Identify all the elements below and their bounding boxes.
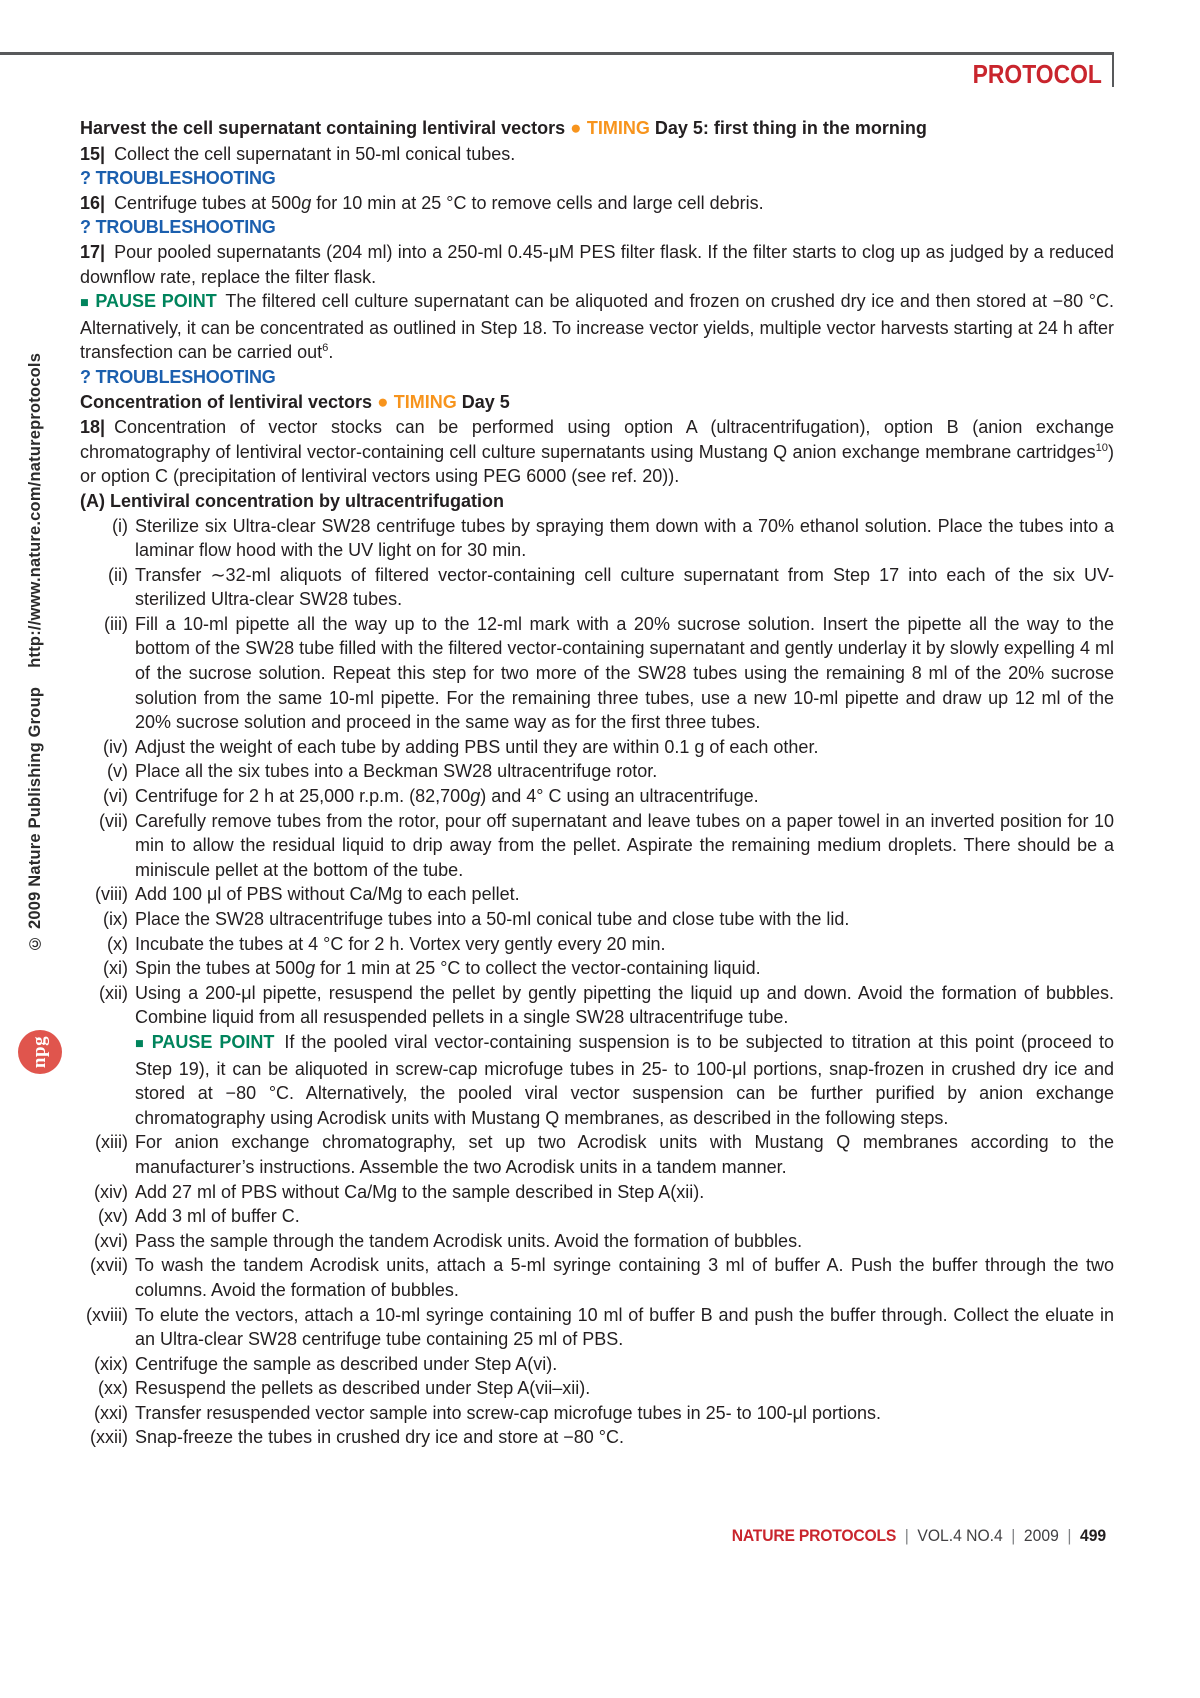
pause-point-label: PAUSE POINT (95, 291, 223, 312)
timing-label: TIMING (586, 118, 655, 138)
substep-text (135, 956, 1114, 981)
text-segment: for 10 min at 25 °C to remove cells and large cell debris. (311, 192, 764, 213)
substep-text (135, 1204, 1114, 1229)
pause-point (80, 289, 1114, 365)
substep-label: (v) (107, 761, 128, 782)
substep-body (135, 563, 1114, 612)
substep-body (135, 907, 1114, 932)
footer-separator: | (1067, 1527, 1072, 1545)
substep-text (135, 514, 1114, 563)
substep (80, 784, 1114, 809)
text-segment: Pour pooled supernatants (204 ml) into a 250-ml 0.45-μM PES filter flask. If the filter starts to clog up as judged by a reduced downflow rate, replace the filter flask. (80, 241, 1114, 287)
substep-text (135, 1401, 1114, 1426)
text-segment: Add 27 ml of PBS without Ca/Mg to the sample described in Step A(xii). (135, 1181, 705, 1202)
step-number: 18| (80, 417, 106, 438)
timing-text: Day 5: first thing in the morning (654, 118, 927, 138)
text-segment: for 1 min at 25 °C to collect the vector-containing liquid. (315, 958, 761, 979)
substep-label: (xiv) (94, 1181, 128, 1202)
protocol-step (80, 142, 1114, 167)
text-segment: Using a 200-μl pipette, resuspend the pellet by gently pipetting the liquid up and down. Avoid the formation of bubbles. Combine liquid from all resuspended pellets in a single SW28 ultracentrifuge tube. (135, 982, 1114, 1028)
substep (80, 1229, 1114, 1254)
text-segment: Transfer resuspended vector sample into screw-cap microfuge tubes in 25- to 100-μl portions. (135, 1402, 882, 1423)
substep-label: (xvii) (90, 1255, 128, 1276)
substep (80, 735, 1114, 760)
substep-text (135, 1352, 1114, 1377)
substep (80, 1401, 1114, 1426)
substep-text (135, 1425, 1114, 1450)
substep-body (135, 1253, 1114, 1302)
substep-body (135, 1376, 1114, 1401)
year: 2009 (1023, 1527, 1059, 1545)
substep-text (135, 612, 1114, 735)
step-number: 16| (80, 192, 106, 213)
substep (80, 809, 1114, 883)
substep-text (135, 981, 1114, 1030)
substep (80, 981, 1114, 1131)
text-segment: Adjust the weight of each tube by adding PBS until they are within 0.1 g of each other. (135, 736, 819, 757)
text-segment: Add 100 μl of PBS without Ca/Mg to each pellet. (135, 884, 520, 905)
footer-separator: | (904, 1527, 909, 1545)
volume-info: VOL.4 NO.4 (917, 1527, 1003, 1545)
substep-label: (xxii) (90, 1427, 128, 1448)
section-heading (80, 116, 1114, 142)
substep-text (135, 735, 1114, 760)
substep-text (135, 1253, 1114, 1302)
substep-text (135, 1303, 1114, 1352)
pause-square-icon: ■ (135, 1035, 146, 1052)
page-type-label: PROTOCOL (972, 59, 1102, 89)
section-heading (80, 390, 1114, 416)
pause-point (135, 1030, 1114, 1130)
substep-label: (xx) (98, 1378, 128, 1399)
substep-label: (viii) (95, 884, 128, 905)
text-segment: g (305, 958, 316, 979)
substep (80, 932, 1114, 957)
text-segment: g (470, 786, 481, 807)
substep-text (135, 907, 1114, 932)
step-number: 15| (80, 143, 106, 164)
substep-body (135, 784, 1114, 809)
substep-body (135, 759, 1114, 784)
text-segment: ) and 4° C using an ultracentrifuge. (480, 786, 759, 807)
substep-body (135, 1303, 1114, 1352)
protocol-step (80, 415, 1114, 489)
troubleshooting-label: ? TROUBLESHOOTING (80, 168, 276, 189)
substep-label: (xxi) (94, 1402, 128, 1423)
substep (80, 1253, 1114, 1302)
text-segment: Pass the sample through the tandem Acrodisk units. Avoid the formation of bubbles. (135, 1230, 803, 1251)
substep-label: (xi) (103, 958, 128, 979)
text-segment: Spin the tubes at 500 (135, 958, 306, 979)
pause-point-label: PAUSE POINT (151, 1031, 282, 1052)
substep-text (135, 809, 1114, 883)
text-segment: To elute the vectors, attach a 10-ml syringe containing 10 ml of buffer B and push the buffer through. Collect the eluate in an Ultra-clear SW28 centrifuge tube containing 25 ml of PBS. (135, 1304, 1114, 1350)
text-segment: Snap-freeze the tubes in crushed dry ice and store at −80 °C. (135, 1427, 624, 1448)
substep-text (135, 882, 1114, 907)
text-segment: Centrifuge the sample as described under Step A(vi). (135, 1353, 558, 1374)
substep-body (135, 882, 1114, 907)
substep-text (135, 784, 1114, 809)
text-segment: Centrifuge tubes at 500 (114, 192, 302, 213)
copyright-vertical-text: © 2009 Nature Publishing Group http://www.nature.com/natureprotocols (26, 352, 44, 952)
substep-label: (xii) (99, 982, 128, 1003)
substep-body (135, 514, 1114, 563)
substep-body (135, 1401, 1114, 1426)
substep-body (135, 1204, 1114, 1229)
section-title: Concentration of lentiviral vectors (80, 391, 378, 412)
text-segment: Transfer ∼32-ml aliquots of filtered vector-containing cell culture supernatant from Step 17 into each of the six UV-sterilized Ultra-clear SW28 tubes. (135, 564, 1114, 610)
npg-logo-text: npg (28, 1035, 50, 1069)
protocol-step (80, 191, 1114, 216)
substep-text (135, 1229, 1114, 1254)
protocol-step (80, 240, 1114, 289)
footer-separator: | (1011, 1527, 1016, 1545)
substep-text (135, 759, 1114, 784)
text-segment: Place all the six tubes into a Beckman SW28 ultracentrifuge rotor. (135, 761, 658, 782)
substep-text (135, 932, 1114, 957)
text-segment: ) or option C (precipitation of lentiviral vectors using PEG 6000 (see ref. 20)). (80, 441, 1114, 487)
header-rule (0, 52, 1114, 55)
text-segment: 10 (1095, 441, 1108, 454)
substep-label: (i) (112, 515, 128, 536)
substep (80, 1303, 1114, 1352)
substep-label: (iii) (104, 613, 128, 634)
text-segment: Sterilize six Ultra-clear SW28 centrifuge tubes by spraying them down with a 70% ethanol solution. Place the tubes into a laminar flow hood with the UV light on for 30 min. (135, 515, 1114, 561)
substep-label: (ii) (108, 564, 128, 585)
text-segment: Incubate the tubes at 4 °C for 2 h. Vortex very gently every 20 min. (135, 933, 666, 954)
substep-label: (xix) (94, 1353, 128, 1374)
timing-text: Day 5 (461, 391, 510, 412)
text-segment: . (328, 342, 334, 363)
text-segment: Carefully remove tubes from the rotor, pour off supernatant and leave tubes on a paper towel in an inverted position for 10 min to allow the residual liquid to drip away from the pellet. Aspirate the remaining medium droplets. There should be a miniscule pellet at the bottom of the tube. (135, 810, 1114, 880)
protocol-content (80, 116, 1114, 1450)
text-segment: Centrifuge for 2 h at 25,000 r.p.m. (82,700 (135, 786, 471, 807)
substep-label: (ix) (103, 909, 128, 929)
substep (80, 1130, 1114, 1179)
substep-label: (iv) (103, 736, 128, 757)
text-segment: If the pooled viral vector-containing suspension is to be subjected to titration at this point (proceed to Step 19), it can be aliquoted in screw-cap microfuge tubes in 25- to 100-μl portions, snap-frozen in crushed dry ice and stored at −80 °C. Alternatively, the pooled viral vector suspension can be further purified by anion exchange chromatography using Acrodisk units with Mustang Q membranes, as described in the following steps. (135, 1031, 1114, 1128)
substep (80, 514, 1114, 563)
text-segment: Concentration of vector stocks can be performed using option A (ultracentrifugation), option B (anion exchange chromatography of lentiviral vector-containing cell culture supernatants using Mustang Q anion exchange membrane cartridges (80, 417, 1114, 462)
substep (80, 956, 1114, 981)
text-segment: For anion exchange chromatography, set up two Acrodisk units with Mustang Q membranes according to the manufacturer’s instructions. Assemble the two Acrodisk units in a tandem manner. (135, 1132, 1114, 1177)
step-number: 17| (80, 241, 106, 262)
substep-body (135, 612, 1114, 735)
substep-body (135, 956, 1114, 981)
substep (80, 907, 1114, 932)
substep-label: (x) (107, 933, 128, 954)
substep-text (135, 1376, 1114, 1401)
substep-body (135, 1229, 1114, 1254)
section-title: Harvest the cell supernatant containing lentiviral vectors (80, 118, 571, 138)
substep (80, 1425, 1114, 1450)
text-segment: The filtered cell culture supernatant can be aliquoted and frozen on crushed dry ice and then stored at −80 °C. Alternatively, it can be concentrated as outlined in Step 18. To increase vector yields, multiple vector harvests starting at 24 h after transfection can be carried out (80, 291, 1115, 363)
troubleshooting-label: ? TROUBLESHOOTING (80, 366, 276, 387)
substep-body (135, 1180, 1114, 1205)
substep-label: (xvi) (94, 1230, 128, 1251)
substep-label: (xiii) (95, 1132, 128, 1153)
text-segment: To wash the tandem Acrodisk units, attach a 5-ml syringe containing 3 ml of buffer A. Push the buffer through the two columns. Avoid the formation of bubbles. (135, 1255, 1114, 1300)
substep-label: (vi) (103, 786, 128, 807)
substep (80, 882, 1114, 907)
substep (80, 1204, 1114, 1229)
page-number: 499 (1079, 1527, 1106, 1545)
text-segment: Resuspend the pellets as described under Step A(vii–xii). (135, 1378, 591, 1399)
substep-text (135, 563, 1114, 612)
timing-dot-icon: ● (570, 118, 587, 139)
substep (80, 759, 1114, 784)
header-vertical-rule (1112, 52, 1114, 87)
substep (80, 563, 1114, 612)
substep (80, 1352, 1114, 1377)
option-heading: (A) Lentiviral concentration by ultracentrifugation (80, 490, 505, 511)
text-segment: Place the SW28 ultracentrifuge tubes into a 50-ml conical tube and close tube with the lid. (135, 909, 850, 929)
text-segment: Collect the cell supernatant in 50-ml conical tubes. (114, 143, 516, 164)
substep-body (135, 735, 1114, 760)
pause-square-icon: ■ (80, 295, 90, 312)
substep (80, 1180, 1114, 1205)
substep-list (80, 514, 1114, 1451)
substep (80, 612, 1114, 735)
substep-body (135, 981, 1114, 1131)
substep-label: (vii) (99, 810, 128, 831)
substep-body (135, 809, 1114, 883)
text-segment: 6 (322, 342, 329, 355)
npg-logo (18, 1030, 62, 1074)
text-segment: Add 3 ml of buffer C. (135, 1206, 300, 1227)
substep-text (135, 1130, 1114, 1179)
substep-body (135, 1352, 1114, 1377)
substep-body (135, 932, 1114, 957)
journal-name: NATURE PROTOCOLS (731, 1527, 897, 1545)
timing-label: TIMING (393, 391, 462, 412)
substep-body (135, 1425, 1114, 1450)
text-segment: g (301, 192, 312, 213)
substep (80, 1376, 1114, 1401)
timing-dot-icon: ● (377, 391, 394, 413)
substep-label: (xv) (98, 1206, 128, 1227)
page-footer (732, 1527, 1106, 1546)
substep-label: (xviii) (86, 1304, 128, 1325)
substep-body (135, 1130, 1114, 1179)
text-segment: Fill a 10-ml pipette all the way up to the 12-ml mark with a 20% sucrose solution. Insert the pipette all the way to the bottom of the SW28 tube filled with the filtered vector-containing supernatant and gently underlay it by slowly expelling 4 ml of the sucrose solution. Repeat this step for two more of the SW28 tubes using the remaining 8 ml of the 20% sucrose solution from the same 10-ml pipette. For the remaining three tubes, use a new 10-ml pipette and draw up 12 ml of the 20% sucrose solution and proceed in the same way as for the first three tubes. (135, 613, 1114, 733)
troubleshooting-label: ? TROUBLESHOOTING (80, 217, 276, 238)
substep-text (135, 1180, 1114, 1205)
